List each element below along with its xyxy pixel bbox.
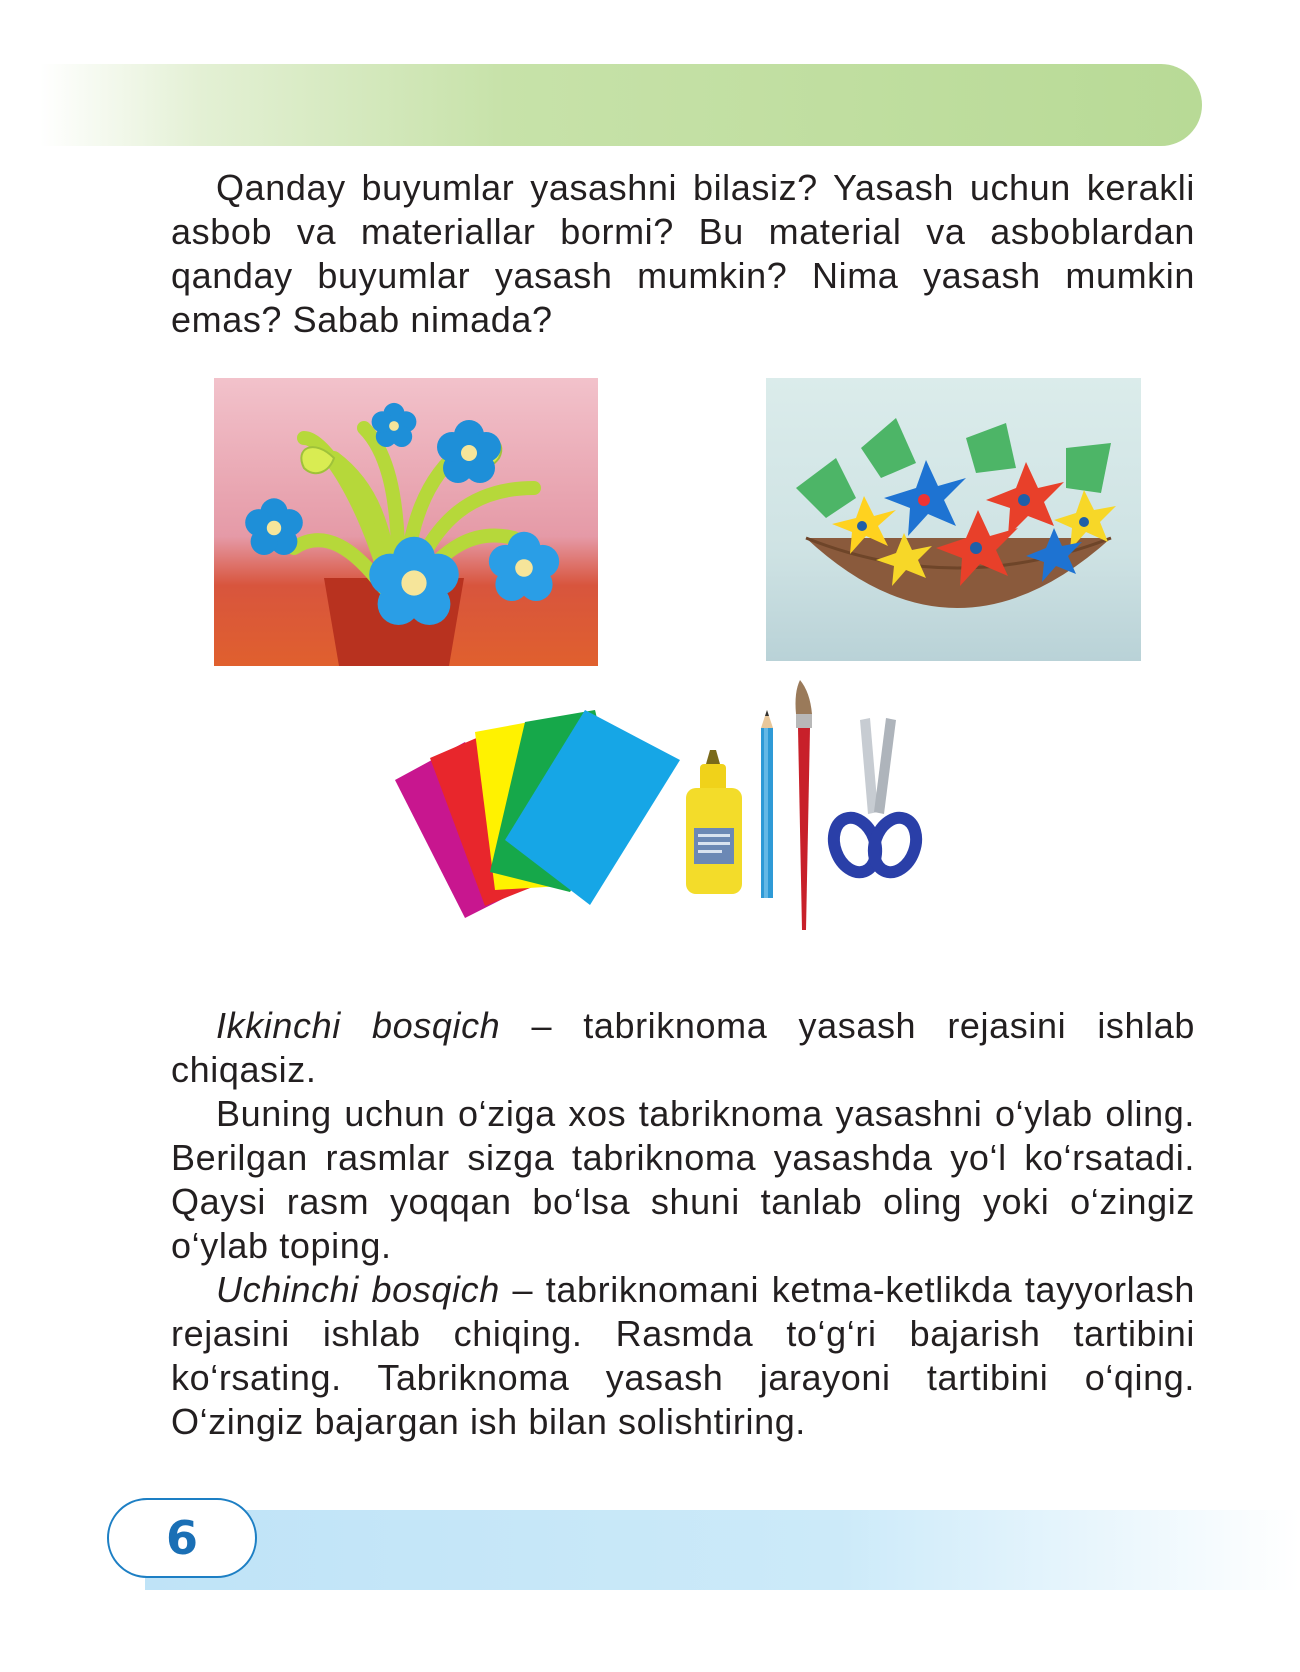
step2-label: Ikkinchi bosqich	[216, 1005, 501, 1046]
paper-flowers-pot-image	[214, 378, 598, 666]
body-text	[171, 1004, 1195, 1444]
pencil-icon	[761, 710, 773, 898]
colored-paper-icon	[395, 710, 680, 918]
craft-supplies-image	[380, 680, 1000, 980]
step2-paragraph	[171, 1004, 1195, 1092]
step3-label: Uchinchi bosqich	[216, 1269, 500, 1310]
step2-text: – tabriknoma yasash rejasini ishlab chiqasiz.	[171, 1005, 1195, 1090]
step3-text: – tabriknomani ketma-ketlikda tayyorlash rejasini ishlab chiqing. Rasmda to‘g‘ri bajarish tartibini ko‘rsating. Tabriknoma yasash jarayoni tartibini o‘qing. O‘zingiz bajargan ish bilan solishtiring.	[171, 1269, 1196, 1442]
footer-band	[145, 1510, 1300, 1590]
intro-paragraph: Qanday buyumlar yasashni bilasiz? Yasash uchun kerakli asbob va materiallar bormi? Bu material va asboblardan qanday buyumlar yasash mumkin? Nima yasash mumkin emas? Sabab nimada?	[171, 167, 1195, 340]
page-number: 6	[165, 1511, 198, 1565]
glue-bottle-icon	[686, 750, 742, 894]
step3-paragraph	[171, 1268, 1195, 1444]
header-band	[40, 64, 1202, 146]
page-number-badge	[107, 1498, 257, 1578]
intro-text	[171, 166, 1195, 342]
scissors-icon	[827, 718, 924, 878]
paragraph2: Buning uchun o‘ziga xos tabriknoma yasashni o‘ylab oling. Berilgan rasmlar sizga tabriknoma yasashda yo‘l ko‘rsatadi. Qaysi rasm yoqqan bo‘lsa shuni tanlab oling yoki o‘zingiz o‘ylab toping.	[171, 1093, 1195, 1266]
paintbrush-icon	[796, 680, 813, 930]
paper-flower-basket-image	[766, 378, 1141, 661]
